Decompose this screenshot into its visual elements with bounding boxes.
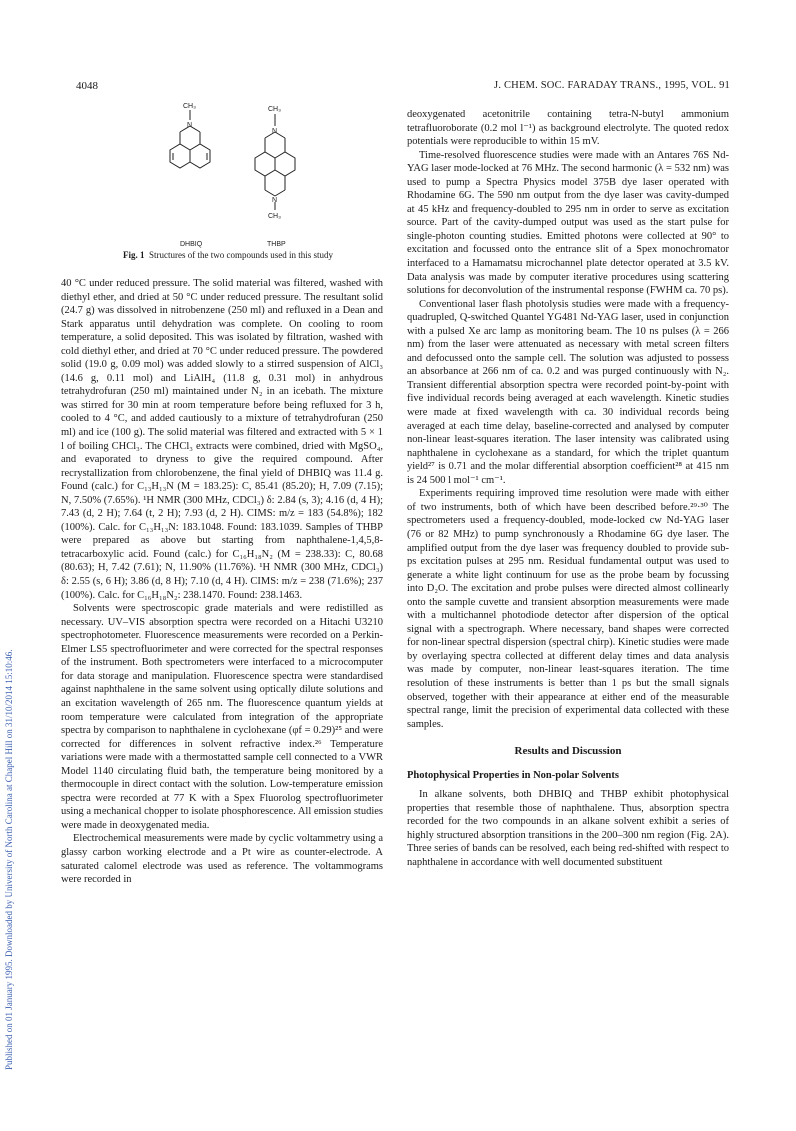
paragraph: Conventional laser flash photolysis studies were made with a frequency-quadrupled, Q-switched Quantel YG481 Nd-YAG laser, used in conjunction with a pulsed Xe arc lamp as monitoring beam. The 10 ns pulses (λ = 266 nm) from the laser were attenuated as necessary with metal screen filters and defocussed onto the sample cell. The solution was adjusted to possess an absorbance at 266 nm of ca. 0.2 and was purged continuously with N₂. Transient differential absorption spectra were recorded point-by-point with five individual records being averaged at each wavelength. Kinetic studies were made at fixed wavelength with ca. 30 individual records being averaged at each time delay, baseline-corrected and analysed by computer non-linear least-squares iteration. The laser intensity was calibrated using naphthalene in cyclohexane as a standard, for which the triplet quantum yield²⁷ is 0.71 and the molar differential absorption coefficient²⁸ at 415 nm is 24 500 l mol⁻¹ cm⁻¹. <box>407 298 729 486</box>
compound-name-dhbiq: DHBIQ <box>180 241 203 248</box>
right-column <box>407 108 729 870</box>
page-number: 4048 <box>76 80 98 92</box>
label-n-dhbiq: N <box>187 122 193 129</box>
figure-caption-label: Fig. 1 <box>123 250 145 260</box>
dhbiq-structure <box>170 110 210 168</box>
subsection-title: Photophysical Properties in Non-polar Solvents <box>407 769 619 781</box>
paragraph: deoxygenated acetonitrile containing tetra-N-butyl ammonium tetrafluoroborate (0.2 mol l⁻¹) as background electrolyte. The quoted redox potentials were reproducible to within 15 mV. <box>407 109 729 148</box>
paragraph: Time-resolved fluorescence studies were made with an Antares 76S Nd-YAG laser mode-locked at 76 MHz. The second harmonic (λ = 532 nm) was used to pump a Spectra Physics model 375B dye laser operated with Rhodamine 6G. The 590 nm output from the dye laser was cavity-dumped at 45 kHz and frequency-doubled to 295 nm in order to serve as excitation source. Part of the cavity-dumped output was used as the start pulse for single-photon counting studies. Emitted photons were collected at 90° to excitation and focussed onto the entrance slit of a Spex monochromator interfaced to a Hamamatsu microchannel plate detector operated at 3.5 kV. Data analysis was made by computer iterative procedures using scattering solutions for deconvolution of the instrumental response (FWHM ca. 70 ps). <box>407 149 729 297</box>
section-title: Results and Discussion <box>514 745 622 758</box>
label-n-thbp-top: N <box>272 128 278 135</box>
left-column <box>61 277 383 887</box>
paragraph: Experiments requiring improved time resolution were made with either of two instruments, both of which have been described before.²⁹·³⁰ The spectrometers used a frequency-doubled, mode-locked cw Nd-YAG laser (76 or 82 MHz) to pump synchronously a Rhodamine 6G dye laser. The amplified output from the dye laser was frequency doubled to provide sub-ps excitation pulses at 295 nm. Residual fundamental output was used to generate a white light continuum for use as the probe beam by focussing into D₂O. The excitation and probe pulses were directed almost collinearly onto the sample cuvette and transient absorption measurements were made with a multichannel photodiode detector after dispersion of the optical signal with a spectrograph. Where necessary, band shapes were corrected for non-linear spectral dispersion (spectral chirp). Kinetic studies were made by overlaying spectra collected at different delay times and data analysis was made by computer, non-linear least-squares iteration. The time resolution of these instruments is better than 1 ps but the small signals observed, together with their appearance at either end of the measurable spectral range, limit the precision of experimental data collected with these samples. <box>407 488 729 730</box>
label-ch3-dhbiq: CH₃ <box>183 103 196 110</box>
paragraph: 40 °C under reduced pressure. The solid material was filtered, washed with diethyl ether, and dried at 50 °C under reduced pressure. The resultant solid (24.7 g) was dissolved in nitrobenzene (250 ml) and refluxed in a Dean and Stark apparatus until dehydration was complete. On cooling to room temperature, a solid deposited. This was isolated by filtration, washed with cold diethyl ether, and dried at 70 °C under reduced pressure. The powdered solid (19.0 g, 0.09 mol) was added slowly to a stirred suspension of AlCl₃ (14.6 g, 0.11 mol) and LiAlH₄ (11.8 g, 0.31 mol) in anhydrous tetrahydrofuran (250 ml) maintained under N₂ in an icebath. The mixture was stirred for 30 min at room temperature before being refluxed for 3 h, cooled to 4 °C, and added cautiously to a mixture of tetrahydrofuran (250 ml) and ice (100 g). The solid material was filtered and extracted with 5 × 1 l of boiling CHCl₃. The CHCl₃ extracts were combined, dried with MgSO₄, and evaporated to dryness to give the required compound. After recrystallization from chlorobenzene, the final yield of DHBIQ was 11.4 g. Found (calc.) for C₁₃H₁₃N (M = 183.25): C, 85.41 (85.20); H, 7.09 (7.15); N, 7.50% (7.65%). ¹H NMR (300 MHz, CDCl₃) δ: 2.84 (s, 3); 4.16 (d, 4 H); 7.43 (d, 2 H); 7.64 (t, 2 H); 7.93 (d, 2 H). CIMS: m/z = 183 (54.8%); 182 (100%). Calc. for C₁₃H₁₃N: 183.1048. Found: 183.1039. Samples of THBP were prepared as above but starting from naphthalene-1,4,5,8-tetracarboxylic acid. Found (calc.) for C₁₆H₁₈N₂ (M = 238.33): C, 80.68 (80.63); H, 7.42 (7.61); N, 11.90% (11.76%). ¹H NMR (300 MHz, CDCl₃) δ: 2.55 (s, 6 H); 3.86 (d, 8 H); 7.10 (d, 4 H). CIMS: m/z = 238 (71.6%); 237 (100%). Calc. for C₁₆H₁₈N₂: 238.1470. Found: 238.1463. <box>61 278 383 601</box>
paragraph: Electrochemical measurements were made by cyclic voltammetry using a glassy carbon working electrode and a Pt wire as counter-electrode. A saturated calomel electrode was used as reference. The voltammograms were recorded in <box>61 833 383 886</box>
paragraph: In alkane solvents, both DHBIQ and THBP exhibit photophysical properties that resemble those of naphthalene. Thus, absorption spectra recorded for the two compounds in an alkane solvent exhibit a series of highly structured absorption transitions in the 200–300 nm region (Fig. 2A). Three series of bands can be resolved, each being red-shifted with respect to naphthalene in accordance with well documented substituent <box>407 789 729 868</box>
figure-structures <box>150 98 370 258</box>
compound-name-thbp: THBP <box>267 241 286 248</box>
label-n-thbp-bottom: N <box>272 197 278 204</box>
figure-caption <box>123 250 373 260</box>
figure-caption-text: Structures of the two compounds used in this study <box>149 250 333 260</box>
paragraph: Solvents were spectroscopic grade materials and were redistilled as necessary. UV–VIS absorption spectra were recorded on a Hitachi U3210 spectrophotometer. Fluorescence measurements were recorded on a Perkin-Elmer LS5 spectrofluorimeter and were corrected for the spectral responses of the instrument. Both spectrometers were interfaced to a microcomputer for data storage and manipulation. Fluorescence spectra were standardised against naphthalene in the same solvent using optically dilute solutions and an excitation wavelength of 265 nm. The fluorescence quantum yields at room temperature were calculated from integration of the appropriate spectra by comparison to naphthalene in cyclohexane (φf = 0.29)²⁵ and were corrected for differences in solvent refractive index.²⁶ Temperature variations were made with a thermostatted sample cell connected to a VWR Model 1140 circulating fluid bath, the temperature being monitored by a thermocouple in direct contact with the solution. Low-temperature emission spectra were recorded at 77 K with a Spex Fluorolog spectrofluorimeter using a mechanical chopper to isolate phosphorescence. All emission studies were made in deoxygenated media. <box>61 603 383 831</box>
journal-header: J. CHEM. SOC. FARADAY TRANS., 1995, VOL. 91 <box>494 80 730 91</box>
label-ch3-thbp-top: CH₃ <box>268 106 281 113</box>
download-notice-text[interactable]: Published on 01 January 1995. Downloaded by University of North Carolina at Chapel Hill on 31/10/2014 15:10:46. <box>4 649 14 1070</box>
label-ch3-thbp-bottom: CH₃ <box>268 213 281 220</box>
download-notice <box>2 190 16 1070</box>
